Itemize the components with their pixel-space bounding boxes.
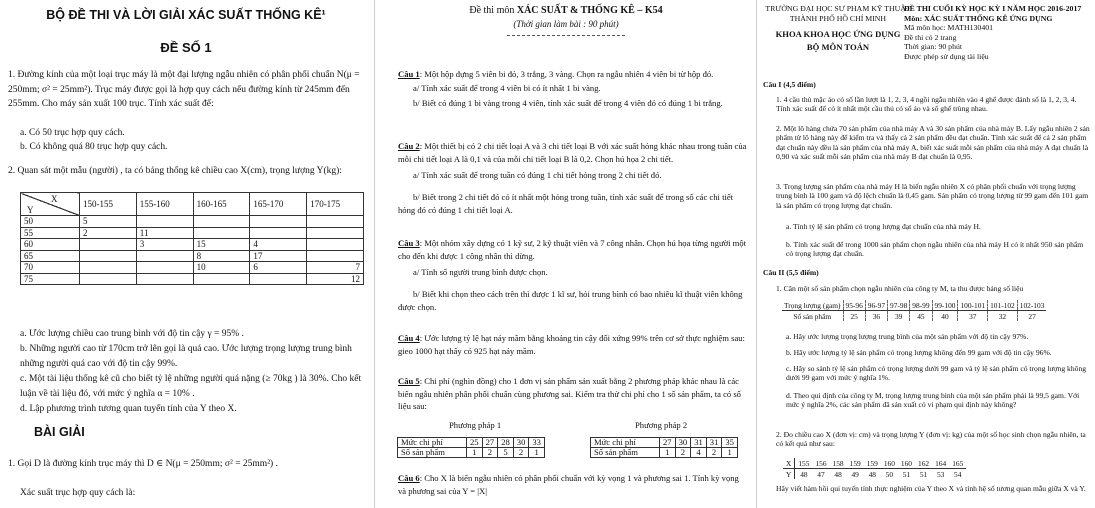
table-cell — [136, 216, 193, 228]
materials-allowed: Được phép sử dụng tài liệu — [904, 51, 989, 61]
table-cell: 27 — [660, 438, 676, 448]
exam-page-3 — [758, 0, 1095, 508]
table-cell: 48 — [868, 469, 876, 479]
table-cell — [80, 239, 137, 251]
question-1b: b. Có không quá 80 trục hợp quy cách. — [20, 142, 168, 152]
table-cell: 35 — [722, 438, 738, 448]
table-cell — [80, 262, 137, 274]
table-cell: 158 — [830, 458, 847, 469]
height-weight-table — [20, 192, 364, 285]
table-cell: 50 — [885, 469, 894, 479]
table-row — [21, 239, 364, 251]
table-cell: 49 — [851, 469, 859, 479]
question-2c: c. Một tài liệu thống kê cũ cho biết tỷ lệ những người quá nặng (≥ 70kg ) là 30%. Cho kết luận về tài liệu đó, với mức ý nghĩa α = 10% . — [20, 374, 362, 399]
table-cell: 155 — [795, 458, 813, 469]
table-cell: 4 — [691, 448, 707, 458]
question-label: Câu 6 — [398, 473, 420, 483]
page2-title — [377, 5, 755, 16]
exam-header — [904, 4, 1094, 61]
table-cell: 31 — [691, 438, 707, 448]
table-cell: 160 — [881, 458, 898, 469]
question-ii1c: c. Hãy so sánh tỷ lệ sản phẩm có trọng lượng dưới 99 gam và tỷ lệ sản phẩm có trọng lượng không dưới 99 gam với mức ý nghĩa 1%. — [786, 364, 1087, 383]
table-cell: 162 — [915, 458, 932, 469]
table-cell: 159 — [847, 458, 864, 469]
row-label: 70 — [21, 262, 80, 274]
question-2a: a. Ước lượng chiều cao trung bình với độ tin cậy γ = 95% . — [20, 329, 244, 339]
solution-line-2: Xác suất trục hợp quy cách là: — [20, 488, 136, 498]
table-row — [783, 469, 966, 480]
question-text: : Một thiết bị có 2 chi tiết loại A và 3 chi tiết loại B với xác suất hỏng khác nhau trong tuần của mỗi chi tiết loại A là 0,1 và của mỗi chi tiết loại B là 0,2. Chọn hú họa 2 chi tiết. — [398, 141, 747, 164]
row-label: Số sản phẩm — [591, 448, 660, 458]
table-row — [398, 448, 545, 458]
method-1-title: Phương pháp 1 — [449, 420, 502, 430]
table-cell: 51 — [902, 469, 911, 479]
question-1: 1. Đường kính của một loại trục máy là một đại lượng ngẫu nhiên có phân phối chuẩn N(μ = 250mm; σ² = 25mm²). Trục máy được gọi là hợp quy cách nếu đường kính từ 245mm đến 255mm. Cho máy sản xuất 100 trục. Tính xác suất để: — [8, 70, 360, 109]
table-row — [21, 262, 364, 274]
question-i3b: b. Tính xác suất để trong 1000 sản phẩm chọn ngẫu nhiên của nhà máy H có ít nhất 950 sản phẩm có trọng lượng đạt chuẩn. — [786, 240, 1084, 259]
table-cell — [136, 262, 193, 274]
column-header: 150-155 — [80, 193, 137, 216]
question-1a: a. Có 50 trục hợp quy cách. — [20, 128, 125, 138]
table-cell — [136, 250, 193, 262]
table-cell: 3 — [136, 239, 193, 251]
title-subject: XÁC SUẤT & THỐNG KÊ – K54 — [516, 5, 663, 16]
dashed-rule — [507, 35, 625, 36]
table-cell: 8 — [193, 250, 250, 262]
row-label: 65 — [21, 250, 80, 262]
table-row — [398, 438, 545, 448]
row-label: Y — [783, 469, 795, 480]
question-i3: 3. Trọng lượng sản phẩm của nhà máy H là biến ngẫu nhiên X có phân phối chuẩn với trọng lượng trung bình là 100 gam và độ lệch chuẩn là 0,45 gam. Sản phẩm có trọng lượng từ 99 gam đến 101 gam là sản phẩm có trọng lượng đạt chuẩn. — [776, 182, 1089, 210]
table-row — [21, 227, 364, 239]
table-cell: 2 — [482, 448, 498, 458]
table-cell: 51 — [919, 469, 928, 479]
table-row — [782, 300, 1046, 311]
table-y-label: Y — [27, 205, 34, 215]
table-cell — [307, 216, 364, 228]
exam-subject: Môn: XÁC SUẤT THỐNG KÊ ỨNG DỤNG — [904, 13, 1053, 23]
question-2: 2. Quan sát một mẫu (người) , ta có bảng thống kê chiều cao X(cm), trọng lượng Y(kg): — [8, 166, 342, 176]
table-cell: 48 — [834, 469, 842, 479]
table-cell — [250, 273, 307, 285]
table-cell: 17 — [250, 250, 307, 262]
table-cell: 45 — [910, 311, 932, 322]
table-cell: 99-100 — [932, 300, 958, 311]
question-label: Câu 5 — [398, 376, 420, 386]
question-label: Câu 3 — [398, 238, 420, 248]
row-label: Số sản phẩm — [782, 311, 843, 322]
exam-title: ĐỀ THI CUỐI KỲ HỌC KỲ I NĂM HỌC 2016-2017 — [904, 4, 1082, 13]
table-cell: 47 — [817, 469, 825, 479]
page-count: Đề thi có 2 trang — [904, 32, 957, 42]
question-ii2: 2. Đo chiều cao X (đơn vị: cm) và trọng lượng Y (đơn vị: kg) của một số học sinh chọn ngẫu nhiên, ta có kết quả như sau: — [776, 430, 1086, 449]
question-label: Câu 2 — [398, 141, 420, 151]
table-cell: 27 — [482, 438, 498, 448]
question-c3a: a/ Tính số người trung bình được chọn. — [413, 267, 548, 277]
department-name: BỘ MÔN TOÁN — [806, 41, 870, 52]
question-text: : Một hộp đựng 5 viên bi đỏ, 3 trắng, 3 vàng. Chọn ra ngẫu nhiên 4 viên bi từ hộp đó. — [419, 69, 714, 79]
table-cell — [250, 227, 307, 239]
table-cell: 96-97 — [865, 300, 887, 311]
table-cell: 6 — [250, 262, 307, 274]
question-c4 — [398, 332, 748, 357]
question-c2a: a/ Tính xác suất để trong tuần có đúng 1 chi tiết hỏng trong 2 chi tiết đó. — [413, 170, 662, 180]
table-cell: 54 — [954, 469, 962, 479]
column-header: 160-165 — [193, 193, 250, 216]
corner-cell — [21, 193, 80, 216]
question-c1 — [398, 68, 748, 81]
table-cell — [193, 273, 250, 285]
table-row — [783, 458, 966, 469]
table-cell — [307, 250, 364, 262]
table-cell: 31 — [706, 438, 722, 448]
weight-table — [782, 300, 1046, 321]
column-header: 155-160 — [136, 193, 193, 216]
exam-page-1 — [0, 0, 372, 508]
table-cell: 28 — [498, 438, 514, 448]
row-label: Mức chi phí — [398, 438, 467, 448]
question-text: : Ước lượng tỷ lệ hạt nảy mầm bằng khoảng tin cậy đối xứng 99% trên cơ sở thực nghiệm sau: gieo 1000 hạt thấy có 925 hạt nảy mầm. — [398, 333, 745, 356]
row-label: X — [783, 458, 795, 469]
row-label: 55 — [21, 227, 80, 239]
table-row — [591, 448, 738, 458]
question-c1a: a/ Tính xác suất để trong 4 viên bi có ít nhất 1 bi vàng. — [413, 83, 601, 93]
table-cell: 164 — [932, 458, 949, 469]
section-1-heading: Câu I (4,5 điểm) — [763, 80, 816, 89]
table-cell: 1 — [529, 448, 545, 458]
table-row — [21, 273, 364, 285]
table-cell: 156 — [812, 458, 829, 469]
row-label: Trọng lượng (gam) — [782, 300, 843, 311]
table-cell: 36 — [865, 311, 887, 322]
question-c6 — [398, 472, 748, 497]
table-cell — [193, 216, 250, 228]
question-text: : Chi phí (nghìn đồng) cho 1 đơn vị sản phẩm sản xuất bằng 2 phương pháp khác nhau là các biến ngẫu nhiên phân phối chuẩn cùng phương sai. Kiểm tra thử chi phí cho 1 số sản phẩm, ta có số liệu sau: — [398, 376, 741, 411]
table-cell: 2 — [513, 448, 529, 458]
column-header: 165-170 — [250, 193, 307, 216]
table-cell: 2 — [706, 448, 722, 458]
table-cell: 48 — [800, 469, 808, 479]
table-cell — [80, 273, 137, 285]
table-cell: 5 — [80, 216, 137, 228]
school-name: TRƯỜNG ĐẠI HỌC SƯ PHẠM KỸ THUẬT — [765, 4, 911, 13]
question-c3b: b/ Biết khi chọn theo cách trên thì được 1 kĩ sư, hỏi trung bình có bao nhiêu kĩ thuật viên không được chọn. — [398, 289, 743, 312]
table-row — [21, 216, 364, 228]
table-header-row — [21, 193, 364, 216]
table-cell: 15 — [193, 239, 250, 251]
table-cell: 5 — [498, 448, 514, 458]
table-cell — [193, 227, 250, 239]
table-cell — [136, 273, 193, 285]
title-prefix: Đề thi môn — [469, 5, 517, 16]
question-i1: 1. 4 cầu thủ mặc áo có số lần lượt là 1, 2, 3, 4 ngồi ngẫu nhiên vào 4 ghế được đánh số là 1, 2, 3, 4. Tính xác suất để có ít nhất một cầu thủ có số áo và số ghế trùng nhau. — [776, 95, 1077, 114]
table-cell: 33 — [529, 438, 545, 448]
question-i3a: a. Tính tỷ lệ sản phẩm có trọng lượng đạt chuẩn của nhà máy H. — [786, 222, 981, 231]
page1-title: BỘ ĐỀ THI VÀ LỜI GIẢI XÁC SUẤT THỐNG KÊ¹ — [46, 8, 326, 22]
question-ii1d: d. Theo qui định của công ty M, trọng lượng trung bình của một sản phẩm phải là 99,5 gam. Với mức ý nghĩa 2%, các sản phẩm đã sản xuất có vi phạm qui định này không? — [786, 391, 1080, 410]
table-cell: 100-101 — [958, 300, 988, 311]
solution-heading: BÀI GIẢI — [34, 425, 85, 439]
table-cell: 2 — [80, 227, 137, 239]
table-cell: 53 — [936, 469, 945, 479]
question-2b: b. Những người cao từ 170cm trở lên gọi là quá cao. Ước lượng trọng lượng trung bình những người quá cao với độ tin cậy 99%. — [20, 344, 352, 369]
table-cell: 4 — [250, 239, 307, 251]
table-cell: 25 — [843, 311, 865, 322]
table-cell: 160 — [898, 458, 915, 469]
table-cell: 40 — [932, 311, 958, 322]
question-ii1b: b. Hãy ước lượng tỷ lệ sản phẩm có trọng lượng không đến 99 gam với độ tin cậy 96%. — [786, 348, 1052, 357]
exam-time: Thời gian: 90 phút — [904, 42, 963, 51]
page1-subtitle: ĐỀ SỐ 1 — [160, 40, 212, 55]
column-header: 170-175 — [307, 193, 364, 216]
question-label: Câu 4 — [398, 333, 420, 343]
section-2-heading: Câu II (5,5 điểm) — [763, 268, 819, 277]
school-header — [758, 4, 918, 52]
table-cell: 10 — [193, 262, 250, 274]
table-cell: 39 — [888, 311, 910, 322]
question-c1b: b/ Biết có đúng 1 bi vàng trong 4 viên, tính xác suất để trong 4 viên đó có đúng 1 bi trắng. — [413, 98, 723, 108]
table-cell: 25 — [467, 438, 483, 448]
table-row — [591, 438, 738, 448]
page-divider — [374, 0, 375, 508]
table-cell: 32 — [988, 311, 1018, 322]
table-cell: 159 — [864, 458, 881, 469]
table-cell: 98-99 — [910, 300, 932, 311]
table-cell — [307, 227, 364, 239]
height-weight-pairs-table — [783, 458, 966, 479]
table-cell: 2 — [675, 448, 691, 458]
row-label: 50 — [21, 216, 80, 228]
question-ii1a: a. Hãy ước lượng trọng lượng trung bình của một sản phẩm với độ tin cậy 97%. — [786, 332, 1029, 341]
row-label: 60 — [21, 239, 80, 251]
method-2-title: Phương pháp 2 — [635, 420, 688, 430]
question-ii1: 1. Cân một số sản phẩm chọn ngẫu nhiên của công ty M, ta thu được bảng số liệu — [776, 284, 1024, 293]
exam-time: (Thời gian làm bài : 90 phút) — [513, 19, 619, 29]
course-code: Mã môn học: MATH130401 — [904, 23, 994, 32]
table-cell — [307, 239, 364, 251]
table-row — [21, 250, 364, 262]
table-cell: 11 — [136, 227, 193, 239]
table-x-label: X — [51, 194, 58, 204]
table-cell: 165 — [949, 458, 966, 469]
table-row — [782, 311, 1046, 322]
table-cell: 102-103 — [1017, 300, 1046, 311]
question-c2 — [398, 140, 748, 165]
exam-page-2 — [377, 0, 755, 508]
table-cell: 30 — [675, 438, 691, 448]
table-cell: 30 — [513, 438, 529, 448]
table-cell: 97-98 — [888, 300, 910, 311]
table-cell: 101-102 — [988, 300, 1018, 311]
faculty-name: KHOA KHOA HỌC ỨNG DỤNG — [775, 29, 901, 39]
table-cell: 95-96 — [843, 300, 865, 311]
row-label: Mức chi phí — [591, 438, 660, 448]
table-cell: 1 — [722, 448, 738, 458]
solution-line-1: 1. Gọi D là đường kính trục máy thì D ∈ N(μ = 250mm; σ² = 25mm²) . — [8, 459, 278, 469]
table-cell: 1 — [660, 448, 676, 458]
page-divider — [756, 0, 757, 508]
table-cell: 27 — [1028, 311, 1036, 321]
question-text: : Cho X là biến ngẫu nhiên có phân phối chuẩn với kỳ vọng 1 và phương sai 1. Tính kỳ vọng và phương sai của Y = |X| — [398, 473, 739, 496]
question-c5 — [398, 375, 748, 413]
row-label: Số sản phẩm — [398, 448, 467, 458]
table-cell: 12 — [307, 273, 364, 285]
question-i2: 2. Một lô hàng chứa 70 sản phẩm của nhà máy A và 30 sản phẩm của nhà máy B. Lấy ngẫu nhiên 2 sản phẩm từ lô hàng này để kiểm tra và thấy cả 2 sản phẩm đều đạt chuẩn. Tính xác suất để cả 2 sản phẩm đạt chuẩn này đều là sản phẩm của nhà máy A, biết xác suất mỗi sản phẩm của nhà máy A đạt chuẩn là 0,90 và xác suất mỗi sản phẩm của nhà máy B đạt chuẩn là 0,95. — [776, 124, 1090, 162]
school-city: THÀNH PHỐ HỒ CHÍ MINH — [789, 13, 887, 23]
row-label: 75 — [21, 273, 80, 285]
table-cell: 37 — [958, 311, 988, 322]
table-cell: 1 — [467, 448, 483, 458]
question-text: : Một nhóm xây dựng có 1 kỹ sư, 2 kỹ thuật viên và 7 công nhân. Chọn hú họa từng người một cho đến khi được 1 công nhân thì dừng. — [398, 238, 747, 261]
question-2d: d. Lập phương trình tương quan tuyến tính của Y theo X. — [20, 404, 237, 414]
method-1-table — [397, 437, 545, 458]
table-cell: 7 — [307, 262, 364, 274]
question-c2b: b/ Biết trong 2 chi tiết đó có ít nhất một hỏng trong tuần, tính xác suất để trong số các chi tiết hỏng đó có đúng 1 chi tiết loại A. — [398, 192, 734, 215]
question-ii2-task: Hãy viết hàm hồi qui tuyến tính thực nghiệm của Y theo X và tính hệ số tương quan mẫu giữa X và Y. — [776, 484, 1086, 493]
table-cell — [250, 216, 307, 228]
table-cell — [80, 250, 137, 262]
method-2-table — [590, 437, 738, 458]
question-label: Câu 1 — [398, 69, 420, 79]
question-c3 — [398, 237, 748, 262]
